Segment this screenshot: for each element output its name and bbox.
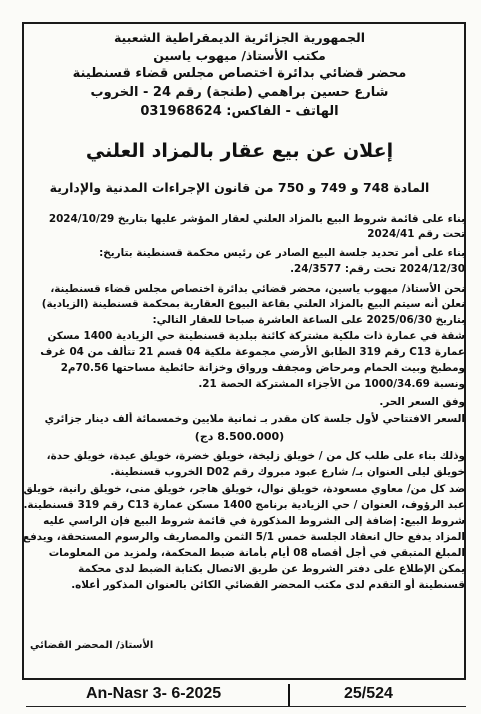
opening-price: (8.500.000 دج)	[194, 430, 285, 443]
body-line: بناء على أمر تحديد جلسة البيع الصادر عن رئيس محكمة قسنطينة بتاريخ:	[99, 247, 465, 259]
body-line: المبلغ المتبقي في أجل أقصاه 08 أيام بأمانة ضبط المحكمة، ولمزيد من المعلومات	[48, 547, 465, 559]
body-line: بتاريخ 2025/06/30 على الساعة العاشرة صباحا للعقار التالي:	[152, 314, 465, 326]
body-line: وفق السعر الحر.	[379, 396, 465, 408]
body-line: عمارة C13 رقم 319 الطابق الأرضي مجموعة ملكية 04 قسم 21 تتألف من 04 غرف	[40, 346, 465, 358]
body-line: ونسبة 1000/34.69 من الأجزاء المشتركة الحصة 21.	[198, 378, 465, 390]
body-line: يمكن الإطلاع على دفتر الشروط عن طريق الاتصال بكتابة الضبط لدى محكمة	[78, 563, 465, 575]
body-line: المزاد يدفع حال انعقاد الجلسة خمس 5/1 الثمن والمصاريف والرسوم المستحقة، ويدفع	[22, 531, 465, 543]
header-republic: الجمهورية الجزائرية الديمقراطية الشعبية	[113, 30, 366, 45]
footer-divider	[288, 684, 290, 706]
header-bailiff: محضر قضائي بدائرة اختصاص مجلس قضاء قسنطينة	[72, 66, 407, 81]
header-phone: الهاتف - الفاكس: 031968624	[140, 104, 339, 119]
body-line: بناء على قائمة شروط البيع بالمزاد العلني لعقار المؤشر عليها بتاريخ 2024/10/29	[48, 213, 465, 225]
notice-title: إعلان عن بيع عقار بالمزاد العلني	[85, 140, 394, 162]
body-line: ومطبخ وبيت الحمام ومرحاض ومجفف ورواق وخزانة حائطية مساحتها 70.56م2	[60, 362, 465, 374]
body-line: وذلك بناء على طلب كل من / خويلق زليخة، خويلق خضرة، خويلق عيدة، خويلق حدة،	[46, 450, 465, 462]
body-line: 2024/12/30 تحت رقم: 24/3577.	[290, 263, 465, 275]
body-line: تحت رقم 2024/41	[367, 228, 465, 240]
body-line: نحن الأستاذ/ ميهوب ياسين، محضر قضائي بدائرة اختصاص مجلس قضاء قسنطينة،	[50, 283, 465, 295]
body-line: خويلق ليلى العنوان بـ/ شارع عبود مبروك رقم D02 الخروب قسنطينة.	[110, 466, 465, 478]
signature: الأستاذ/ المحضر القضائي	[30, 640, 154, 651]
body-line: قسنطينة أو التقدم لدى مكتب المحضر القضائي الكائن بالعنوان المذكور أعلاه.	[71, 579, 465, 591]
notice-number: 25/524	[344, 685, 393, 702]
body-line: نعلن أنه سيتم البيع بالمزاد العلني بقاعة البيوع العقارية بمحكمة قسنطينة (الزيادية)	[41, 298, 465, 310]
body-line: شقة في عمارة ذات ملكية مشتركة كائنة ببلدية قسنطينة حي الزيادية 1400 مسكن	[47, 330, 465, 342]
body-line: ضد كل من/ معاوي مسعودة، خويلق نوال، خويلق هاجر، خويلق منى، خويلق رانية، خويلق	[23, 483, 465, 495]
footer-bar	[26, 683, 466, 705]
footer-rule	[26, 706, 466, 707]
body-line: عبد الرؤوف، العنوان / حي الزيادية برنامج 1400 مسكن عمارة C13 رقم 319 قسنطينة.	[23, 499, 465, 511]
publication-date: An-Nasr 3- 6-2025	[86, 685, 222, 702]
body-line: شروط البيع: إضافة إلى الشروط المذكورة في قائمة شروط البيع فإن الراسي عليه	[43, 515, 465, 527]
body-line: السعر الافتتاحي لأول جلسة كان مقدر بـ ثمانية ملايين وخمسمائة ألف دينار جزائري	[44, 413, 465, 425]
header-office: مكتب الأستاذ/ ميهوب ياسين	[153, 48, 326, 63]
notice-subtitle: المادة 748 و 749 و 750 من قانون الإجراءات المدنية والإدارية	[49, 180, 430, 195]
header-address: شارع حسين براهمي (طنجة) رقم 24 - الخروب	[90, 85, 389, 100]
